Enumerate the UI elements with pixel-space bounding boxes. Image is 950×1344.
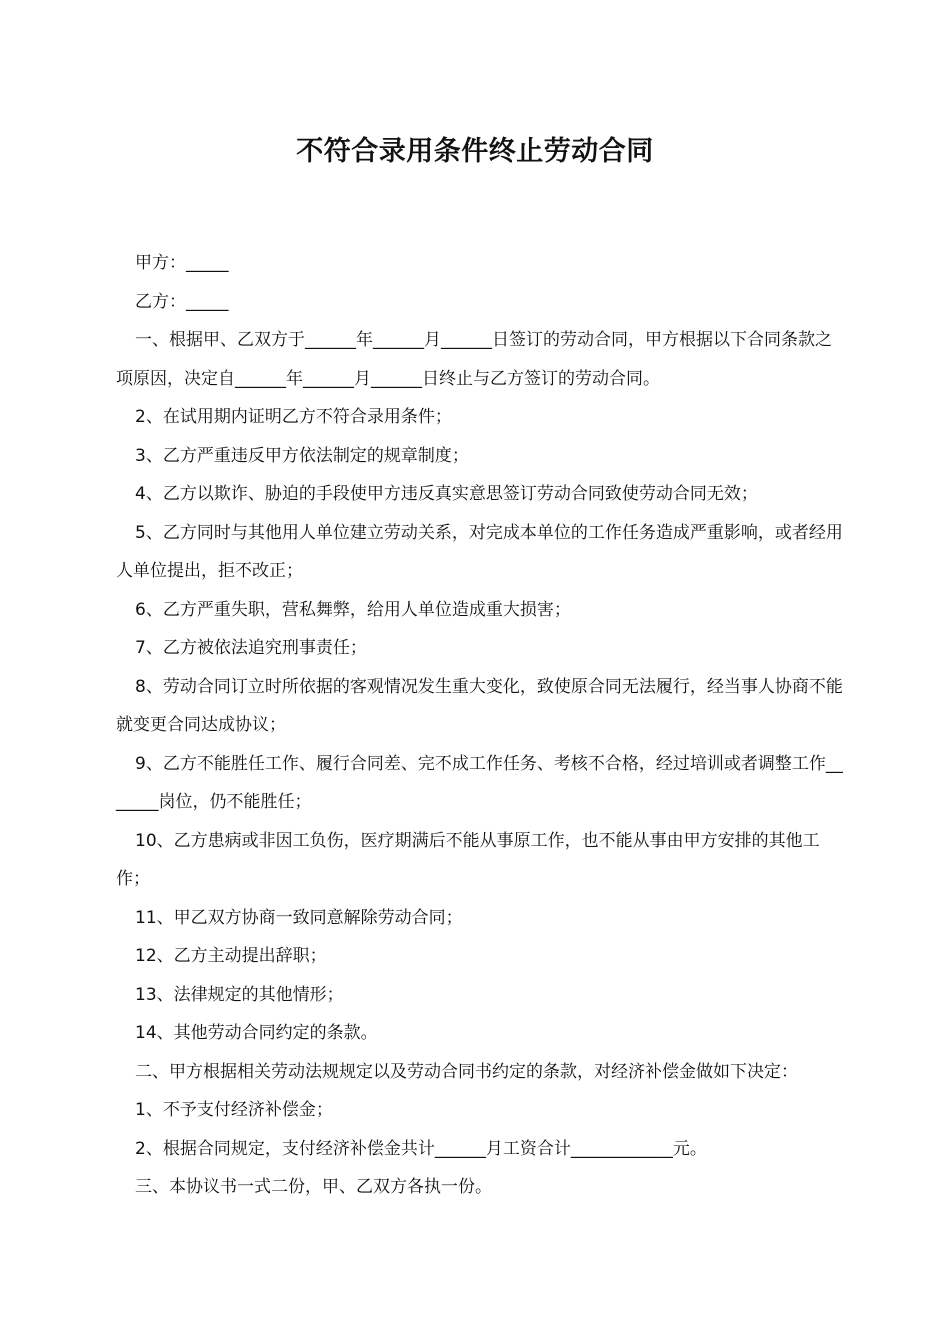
clause-2: 二、甲方根据相关劳动法规规定以及劳动合同书约定的条款，对经济补偿金做如下决定： — [135, 1061, 798, 1082]
reason-item-10: 10、乙方患病或非因工负伤，医疗期满后不能从事原工作，也不能从事由甲方安排的其他工作； — [116, 830, 820, 889]
compensation-item-1: 1、不予支付经济补偿金； — [135, 1100, 333, 1120]
reason-item-2: 2、在试用期内证明乙方不符合录用条件； — [135, 407, 452, 427]
reason-item-9: 9、乙方不能胜任工作、履行合同差、完不成工作任务、考核不合格，经过培训或者调整工作_______岗位，仍不能胜任； — [116, 753, 843, 812]
reason-item-7: 7、乙方被依法追究刑事责任； — [135, 638, 367, 658]
document-body — [116, 244, 844, 1207]
reason-item-12: 12、乙方主动提出辞职； — [135, 946, 327, 966]
reason-item-3: 3、乙方严重违反甲方依法制定的规章制度； — [135, 445, 469, 466]
clause-3: 三、本协议书一式二份，甲、乙双方各执一份。 — [135, 1177, 492, 1197]
reason-item-13: 13、法律规定的其他情形； — [135, 984, 344, 1005]
reason-item-6: 6、乙方严重失职，营私舞弊，给用人单位造成重大损害； — [135, 599, 571, 620]
reason-item-11: 11、甲乙双方协商一致同意解除劳动合同； — [135, 907, 463, 928]
party-a-line: 甲方：_____ — [135, 253, 229, 273]
compensation-item-2: 2、根据合同规定，支付经济补偿金共计______月工资合计____________元。 — [135, 1138, 707, 1159]
clause-1: 一、根据甲、乙双方于______年______月______日签订的劳动合同，甲方根据以下合同条款之项原因，决定自______年______月______日终止与乙方签订的劳动合同。 — [116, 330, 832, 389]
reason-item-8: 8、劳动合同订立时所依据的客观情况发生重大变化，致使原合同无法履行，经当事人协商不能就变更合同达成协议； — [116, 676, 843, 735]
document-title: 不符合录用条件终止劳动合同 — [296, 136, 654, 167]
party-b-line: 乙方：_____ — [135, 291, 229, 312]
reason-item-14: 14、其他劳动合同约定的条款。 — [135, 1023, 378, 1043]
reason-item-5: 5、乙方同时与其他用人单位建立劳动关系，对完成本单位的工作任务造成严重影响，或者经用人单位提出，拒不改正； — [116, 522, 843, 581]
reason-item-4: 4、乙方以欺诈、胁迫的手段使甲方违反真实意思签订劳动合同致使劳动合同无效； — [135, 484, 758, 504]
